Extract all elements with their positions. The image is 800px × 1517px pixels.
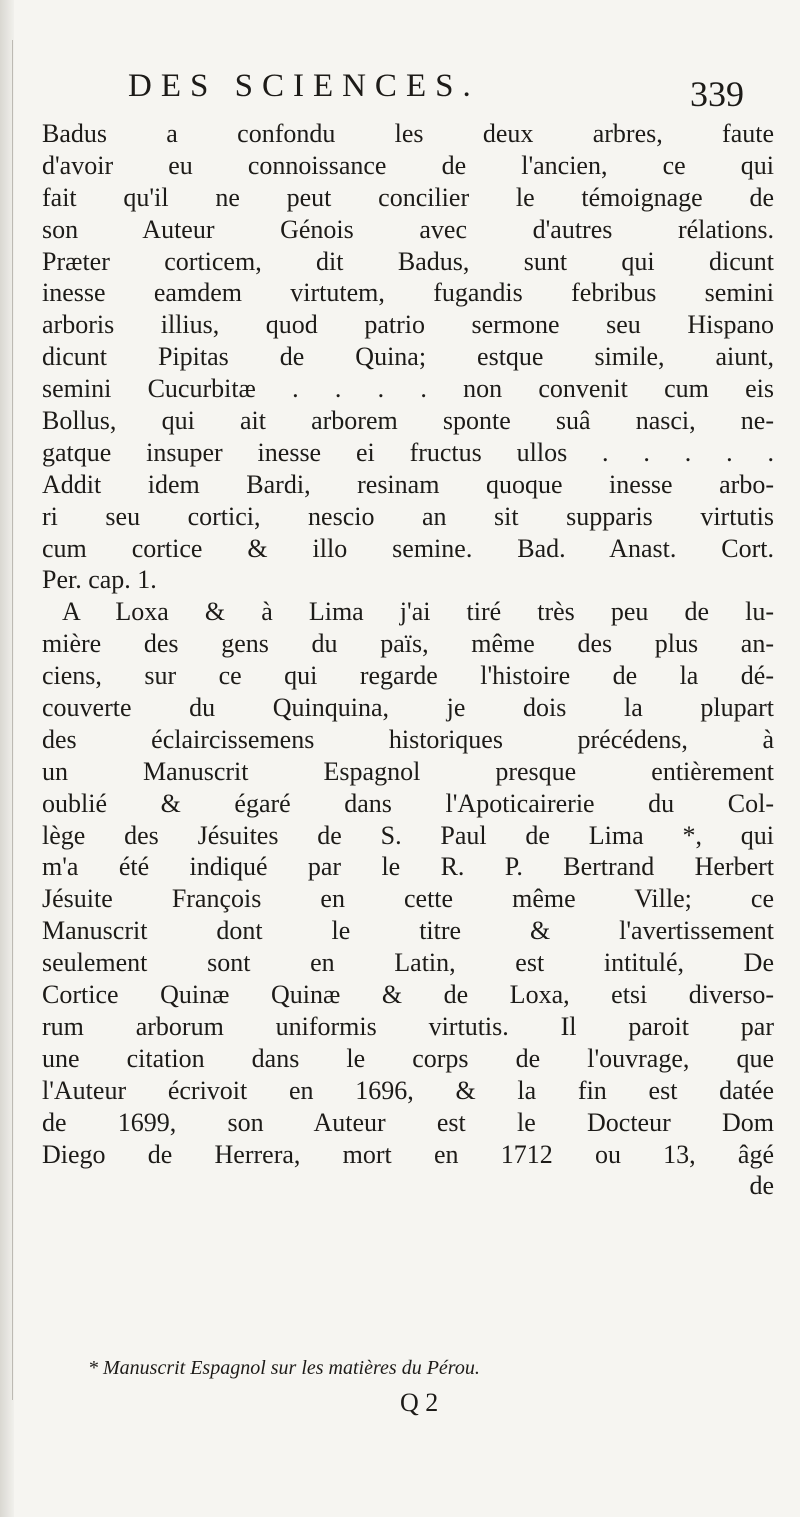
text-line: lège des Jésuites de S. Paul de Lima *, qui [42, 820, 774, 850]
signature-mark: Q 2 [400, 1388, 439, 1417]
text-line: une citation dans le corps de l'ouvrage, que [42, 1043, 774, 1073]
body-text [42, 118, 774, 1202]
text-line: A Loxa & à Lima j'ai tiré très peu de lu- [62, 597, 774, 627]
text-line: Addit idem Bardi, resinam quoque inesse arbo- [42, 469, 774, 499]
text-line: oublié & égaré dans l'Apoticairerie du Col- [42, 788, 774, 818]
text-line: Diego de Herrera, mort en 1712 ou 13, âgé [42, 1139, 774, 1169]
text-line: ri seu cortici, nescio an sit supparis virtutis [42, 501, 774, 531]
text-line: dicunt Pipitas de Quina; estque simile, aiunt, [42, 342, 774, 372]
text-line: Manuscrit dont le titre & l'avertissement [42, 916, 774, 946]
text-line: fait qu'il ne peut concilier le témoignage de [42, 182, 774, 212]
text-line: seulement sont en Latin, est intitulé, De [42, 948, 774, 978]
text-line: Jésuite François en cette même Ville; ce [42, 884, 774, 914]
text-line: des éclaircissemens historiques précédens, à [42, 724, 774, 754]
text-line: arboris illius, quod patrio sermone seu Hispano [42, 310, 774, 340]
running-head: DES SCIENCES. [128, 68, 480, 104]
text-line: d'avoir eu connoissance de l'ancien, ce qui [42, 150, 774, 180]
text-line: Præter corticem, dit Badus, sunt qui dicunt [42, 246, 774, 276]
footnote: * Manuscrit Espagnol sur les matières du Pérou. [88, 1357, 480, 1379]
text-line: Bollus, qui ait arborem sponte suâ nasci, ne- [42, 406, 774, 436]
page-number: 339 [690, 74, 744, 114]
text-line: ciens, sur ce qui regarde l'histoire de la dé- [42, 661, 774, 691]
text-line: Per. cap. 1. [42, 565, 157, 595]
text-line: inesse eamdem virtutem, fugandis febribus semini [42, 278, 774, 308]
text-line: Badus a confondu les deux arbres, faute [42, 119, 774, 148]
text-line: semini Cucurbitæ . . . . non convenit cum eis [42, 374, 774, 404]
text-line: son Auteur Génois avec d'autres rélations. [42, 214, 774, 244]
text-line: m'a été indiqué par le R. P. Bertrand Herbert [42, 852, 774, 882]
text-line: l'Auteur écrivoit en 1696, & la fin est datée [42, 1075, 774, 1105]
text-line: Cortice Quinæ Quinæ & de Loxa, etsi diverso- [42, 980, 774, 1010]
text-line: de 1699, son Auteur est le Docteur Dom [42, 1107, 774, 1137]
text-line: mière des gens du païs, même des plus an- [42, 629, 774, 659]
text-line: un Manuscrit Espagnol presque entièrement [42, 756, 774, 786]
text-line: couverte du Quinquina, je dois la plupart [42, 693, 774, 723]
text-line: gatque insuper inesse ei fructus ullos . . . . . [42, 437, 774, 467]
catchword: de [749, 1171, 774, 1201]
text-line: rum arborum uniformis virtutis. Il paroit par [42, 1011, 774, 1041]
gutter-rule [12, 40, 13, 1400]
text-line: cum cortice & illo semine. Bad. Anast. Cort. [42, 533, 774, 563]
